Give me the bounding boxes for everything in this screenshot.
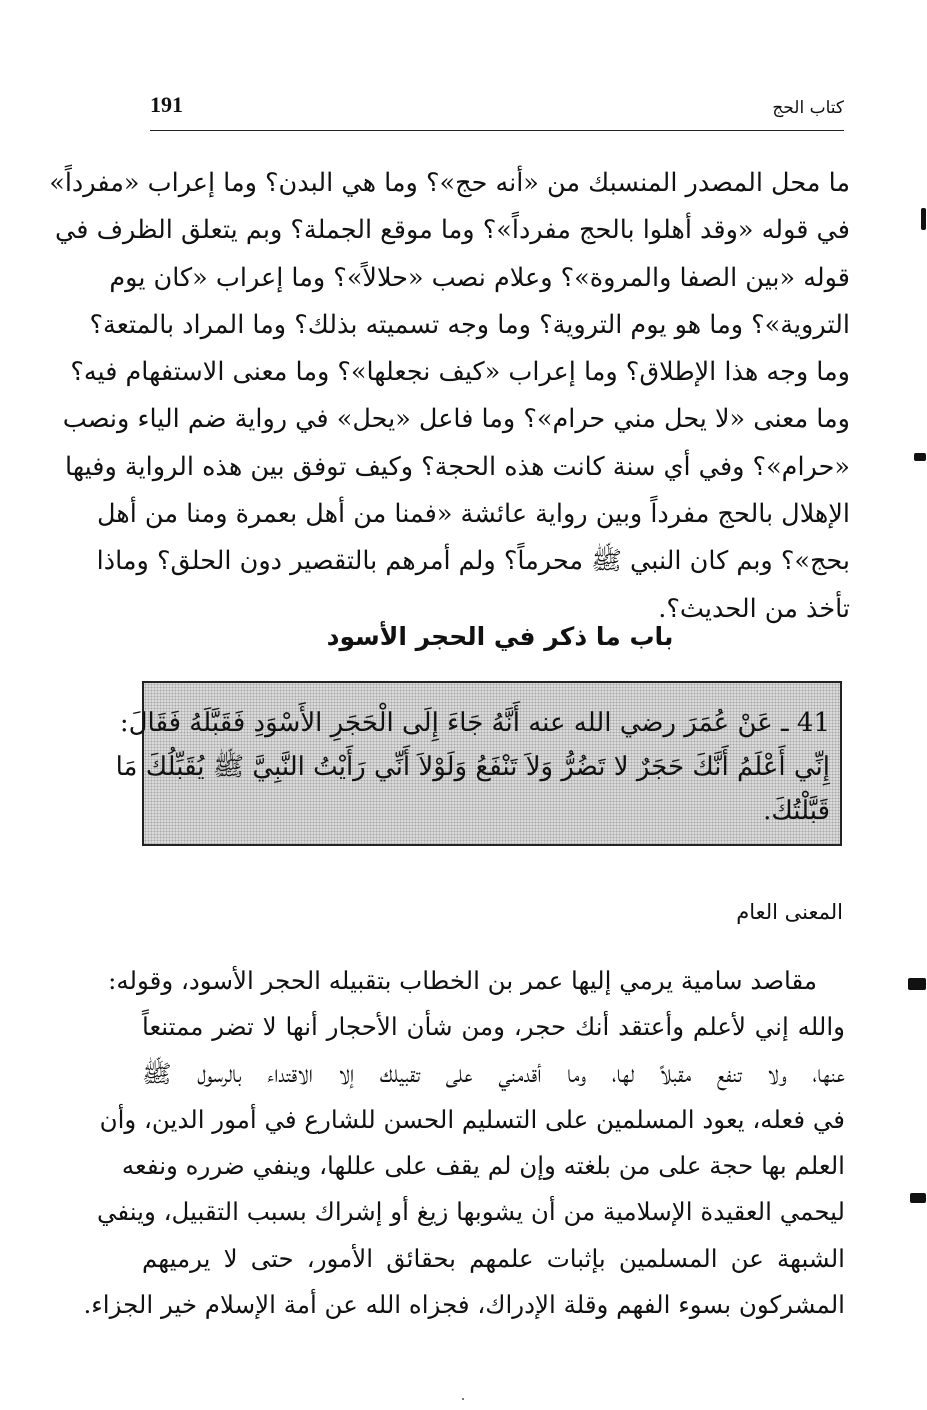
- text-line: التروية»؟ وما هو يوم التروية؟ وما وجه تسميته بذلك؟ وما المراد بالمتعة؟: [89, 309, 850, 340]
- hadith-box: [115, 681, 842, 846]
- text-line: وما معنى «لا يحل مني حرام»؟ وما فاعل «يحل» في رواية ضم الياء ونصب: [62, 404, 850, 435]
- text-line: تأخذ من الحديث؟.: [658, 593, 850, 624]
- intro-questions-paragraph: [49, 160, 850, 633]
- text-line: وما وجه هذا الإطلاق؟ وما إعراب «كيف نجعلها»؟ وما معنى الاستفهام فيه؟: [70, 357, 850, 388]
- page-header: [150, 88, 844, 131]
- page-number: 191: [150, 92, 183, 117]
- general-meaning-heading: المعنى العام: [736, 900, 843, 924]
- scan-dot: [462, 1398, 464, 1400]
- text-line: العلم بها حجة على من بلغته وإن لم يقف على عللها، وينفي ضرره ونفعه: [121, 1151, 845, 1181]
- hadith-line: إِنِّي أَعْلَمُ أَنَّكَ حَجَرٌ لا تَضُرُّ وَلاَ تَنْفَعُ وَلَوْلاَ أَنِّي رَأَيْتُ النَّبِيَّ ﷺ يُقَبِّلُكَ مَا: [115, 752, 830, 782]
- text-line: مقاصد سامية يرمي إليها عمر بن الخطاب بتقبيله الحجر الأسود، وقوله:: [108, 966, 817, 995]
- margin-mark: [921, 208, 926, 230]
- hadith-text: [115, 701, 830, 833]
- margin-mark: [908, 978, 926, 990]
- text-line: قوله «بين الصفا والمروة»؟ وعلام نصب «حلالاً»؟ وما إعراب «كان يوم: [109, 262, 850, 293]
- running-title: كتاب الحج: [772, 98, 844, 118]
- text-line: ليحمي العقيدة الإسلامية من أن يشوبها زيغ أو إشراك بسبب التقبيل، وينفي: [96, 1197, 845, 1227]
- text-line: «حرام»؟ وفي أي سنة كانت هذه الحجة؟ وكيف توفق بين هذه الرواية وفيها: [65, 451, 850, 482]
- hadith-line: 41 ـ عَنْ عُمَرَ رضي الله عنه أَنَّهُ جَاءَ إِلَى الْحَجَرِ الأَسْوَدِ فَقَبَّلَهُ فَقَالَ:: [119, 708, 830, 738]
- text-line: والله إني لأعلم وأعتقد أنك حجر، ومن شأن الأحجار أنها لا تضر ممتنعاً: [142, 1012, 845, 1042]
- text-line: الإهلال بالحج مفرداً وبين رواية عائشة «فمنا من أهل بعمرة ومنا من أهل: [96, 499, 850, 530]
- text-line: بحج»؟ وبم كان النبي ﷺ محرماً؟ ولم أمرهم بالتقصير دون الحلق؟ وماذا: [96, 546, 850, 577]
- text-line: في قوله «وقد أهلوا بالحج مفرداً»؟ وما موقع الجملة؟ وبم يتعلق الظرف في: [55, 215, 850, 246]
- section-title: باب ما ذكر في الحجر الأسود: [326, 622, 674, 651]
- margin-mark: [910, 1193, 926, 1203]
- text-line: ما محل المصدر المنسبك من «أنه حج»؟ وما هي البدن؟ وما إعراب «مفرداً»: [49, 168, 850, 198]
- text-line: عنها، ولا تنفع مقبلاً لها، وما أقدمني على تقبيلك إلا الاقتداء بالرسول ﷺ: [142, 1058, 845, 1088]
- general-meaning-paragraph: [83, 958, 845, 1328]
- text-line: في فعله، يعود المسلمين على التسليم الحسن للشارع في أمور الدين، وأن: [99, 1104, 845, 1134]
- text-line: المشركون بسوء الفهم وقلة الإدراك، فجزاه الله عن أمة الإسلام خير الجزاء.: [83, 1290, 845, 1320]
- text-line: الشبهة عن المسلمين بإثبات علمهم بحقائق الأمور، حتى لا يرميهم: [142, 1243, 845, 1273]
- hadith-line: قَبَّلْتُكَ.: [763, 796, 830, 826]
- margin-mark: [914, 453, 926, 461]
